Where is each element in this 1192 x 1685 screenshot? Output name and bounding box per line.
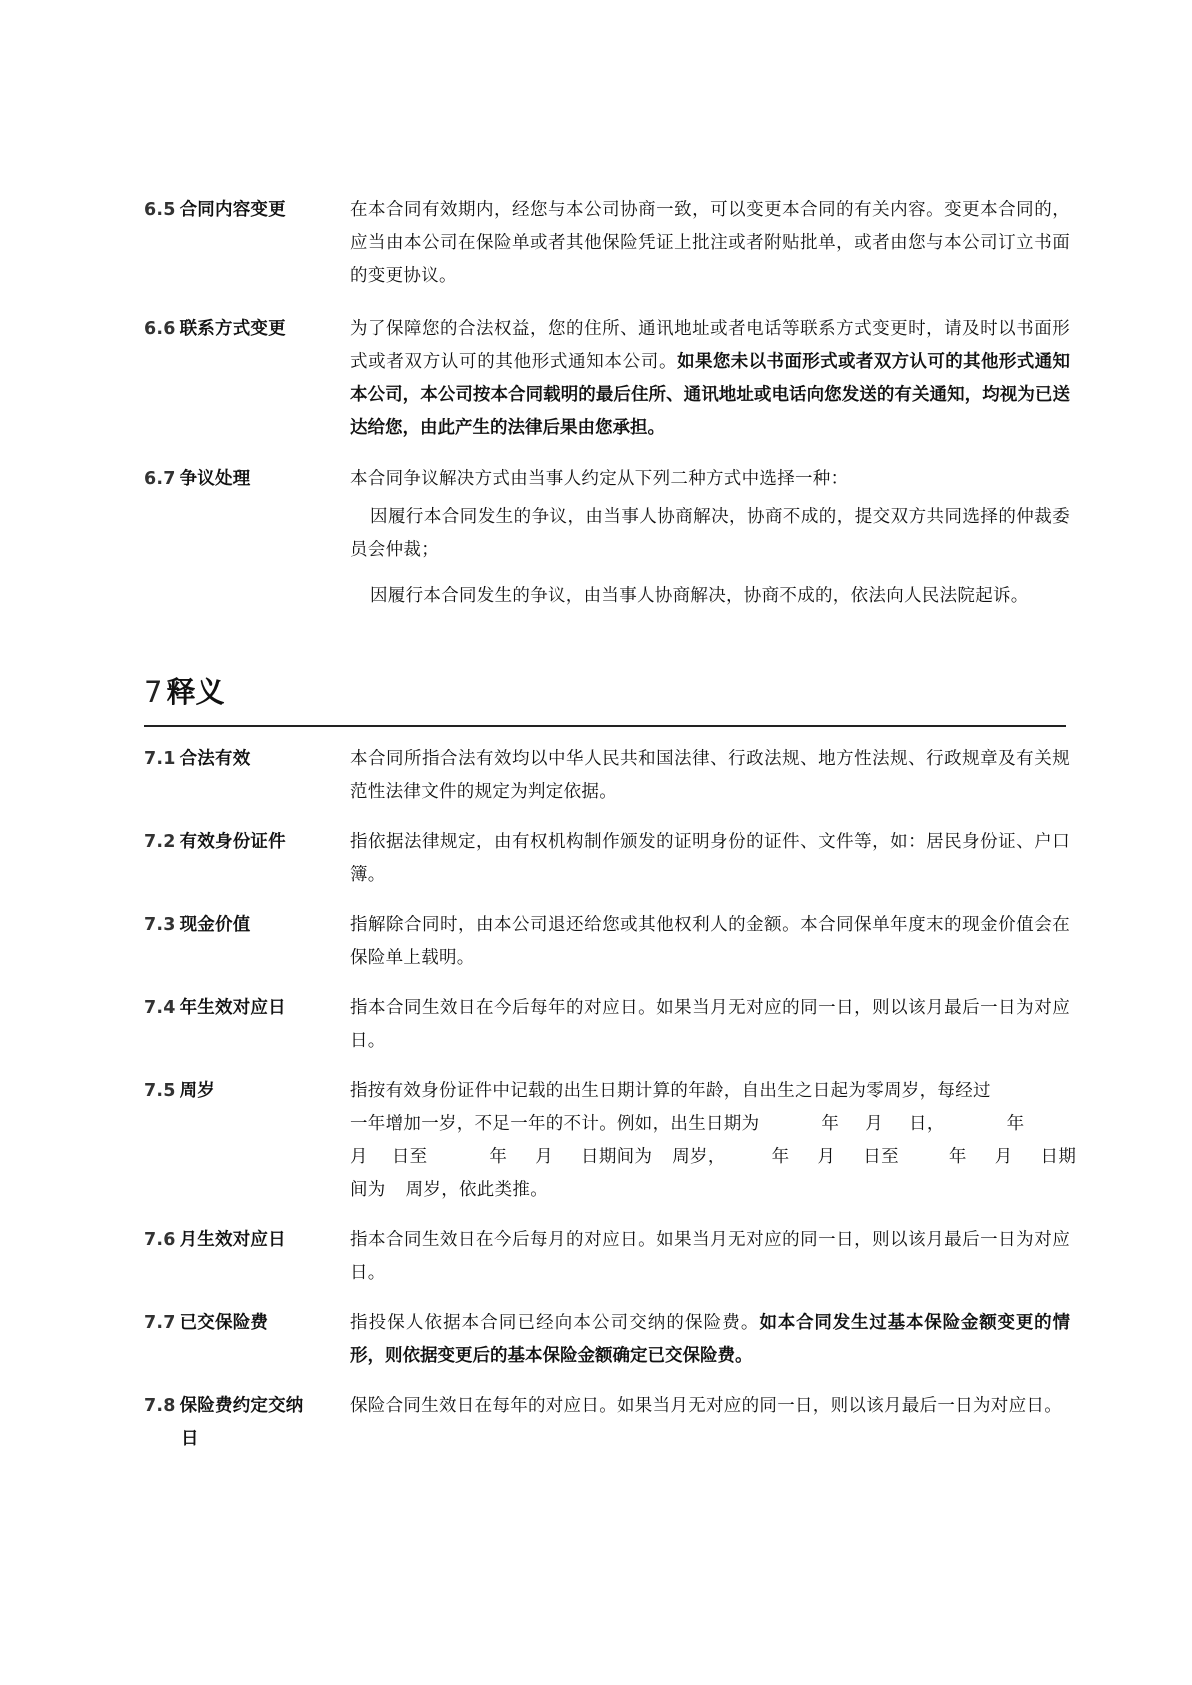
section-title: 释义 — [166, 675, 225, 709]
year-label: 年 — [948, 1147, 967, 1167]
clause-title: 已交保险费 — [179, 1313, 269, 1333]
day-label: 日 — [909, 1114, 927, 1134]
year-label: 年 — [1006, 1114, 1025, 1134]
day-to-label: 日至 — [863, 1147, 899, 1167]
clause-heading — [144, 1390, 344, 1456]
month-label: 月 — [535, 1147, 554, 1167]
clause-text-normal: 指投保人依据本合同已经向本公司交纳的保险费。 — [350, 1313, 760, 1333]
period-label: 间为 — [350, 1180, 386, 1200]
clause-number: 7.7 — [144, 1313, 176, 1333]
section-number: 7 — [144, 675, 163, 709]
age-line-3 — [350, 1141, 1077, 1174]
clause-text: 在本合同有效期内，经您与本公司协商一致，可以变更本合同的有关内容。变更本合同的，应当由本公司在保险单或者其他保险凭证上批注或者附贴批单，或者由您与本公司订立书面的变更协议。 — [350, 200, 1070, 286]
age-line-1: 指按有效身份证件中记载的出生日期计算的年龄，自出生之日起为零周岁，每经过 — [350, 1081, 991, 1101]
clause-title: 月生效对应日 — [179, 1230, 286, 1250]
clause-number: 7.8 — [144, 1396, 176, 1416]
clause-text — [350, 463, 1070, 613]
section-heading — [144, 670, 224, 714]
clause-number: 6.6 — [144, 319, 176, 339]
clause-title: 现金价值 — [179, 915, 251, 935]
clause-number: 7.1 — [144, 749, 176, 769]
clause-heading — [144, 743, 344, 776]
comma: ， — [926, 1114, 945, 1134]
clause-text — [350, 1307, 1070, 1373]
clause-number: 6.5 — [144, 200, 176, 220]
year-label: 年 — [771, 1147, 790, 1167]
clause-heading — [144, 1224, 344, 1257]
clause-title-continued: 日 — [181, 1429, 199, 1449]
clause-number: 7.2 — [144, 832, 176, 852]
clause-text-bold: 如果您未以书面形式或者双方认可的其他形式通知本公司，本公司按本合同载明的最后住所、通讯地址或电话向您发送的有关通知，均视为已送达给您，由此产生的法律后果由您承担。 — [350, 352, 1070, 438]
clause-text: 保险合同生效日在每年的对应日。如果当月无对应的同一日，则以该月最后一日为对应日。 — [350, 1396, 1062, 1416]
month-label: 月 — [994, 1147, 1013, 1167]
month-label: 月 — [865, 1114, 884, 1134]
clause-text-normal: 为了保障您的合法权益，您的住所、通讯地址或者电话等联系方式变更时，请及时以书面形式或者双方认可的其他形式通知本公司。 — [350, 319, 1070, 372]
clause-title: 保险费约定交纳 — [179, 1396, 304, 1416]
age-label: 周岁， — [672, 1147, 726, 1167]
clause-title: 周岁 — [179, 1081, 216, 1101]
section-divider — [144, 725, 1066, 727]
clause-heading — [144, 1307, 344, 1340]
clause-intro: 本合同争议解决方式由当事人约定从下列二种方式中选择一种： — [350, 469, 849, 489]
clause-number: 7.5 — [144, 1081, 176, 1101]
month-label: 月 — [817, 1147, 836, 1167]
day-period-label: 日期 — [1040, 1147, 1077, 1167]
clause-heading — [144, 313, 344, 346]
age-line-4 — [350, 1174, 1070, 1207]
clause-title: 合同内容变更 — [179, 200, 286, 220]
age-example-intro: 一年增加一岁，不足一年的不计。例如，出生日期为 — [350, 1114, 760, 1134]
clause-heading — [144, 1075, 344, 1108]
age-line-2 — [350, 1108, 1070, 1141]
clause-text — [350, 313, 1070, 445]
age-conclusion: 周岁，依此类推。 — [405, 1180, 549, 1200]
clause-title: 有效身份证件 — [179, 832, 286, 852]
dispute-option-court: 因履行本合同发生的争议，由当事人协商解决，协商不成的，依法向人民法院起诉。 — [370, 586, 1029, 606]
clause-text: 指解除合同时，由本公司退还给您或其他权利人的金额。本合同保单年度末的现金价值会在保险单上载明。 — [350, 915, 1070, 968]
year-label: 年 — [821, 1114, 840, 1134]
clause-title: 争议处理 — [179, 469, 251, 489]
clause-heading — [144, 194, 344, 227]
clause-heading — [144, 826, 344, 859]
clause-title: 合法有效 — [179, 749, 251, 769]
clause-number: 6.7 — [144, 469, 176, 489]
clause-title: 联系方式变更 — [179, 319, 286, 339]
clause-text-bold: 如本合同发生过基本保险金额变更的情形，则依据变更后的基本保险金额确定已交保险费。 — [350, 1313, 1070, 1366]
month-label: 月 — [350, 1147, 368, 1167]
clause-number: 7.3 — [144, 915, 176, 935]
dispute-option-arbitration: 因履行本合同发生的争议，由当事人协商解决，协商不成的，提交双方共同选择的仲裁委员会仲裁； — [350, 507, 1070, 560]
clause-heading — [144, 992, 344, 1025]
clause-text: 指本合同生效日在今后每月的对应日。如果当月无对应的同一日，则以该月最后一日为对应日。 — [350, 1230, 1070, 1283]
clause-text: 指依据法律规定，由有权机构制作颁发的证明身份的证件、文件等，如：居民身份证、户口簿。 — [350, 832, 1070, 885]
clause-text: 指本合同生效日在今后每年的对应日。如果当月无对应的同一日，则以该月最后一日为对应日。 — [350, 998, 1070, 1051]
clause-heading — [144, 909, 344, 942]
clause-heading — [144, 463, 344, 496]
day-period-label: 日期间为 — [581, 1147, 653, 1167]
clause-title: 年生效对应日 — [179, 998, 286, 1018]
year-label: 年 — [489, 1147, 508, 1167]
clause-text: 本合同所指合法有效均以中华人民共和国法律、行政法规、地方性法规、行政规章及有关规范性法律文件的规定为判定依据。 — [350, 749, 1070, 802]
clause-number: 7.6 — [144, 1230, 176, 1250]
day-to-label: 日至 — [391, 1147, 428, 1167]
clause-text — [350, 1075, 1077, 1207]
clause-number: 7.4 — [144, 998, 176, 1018]
